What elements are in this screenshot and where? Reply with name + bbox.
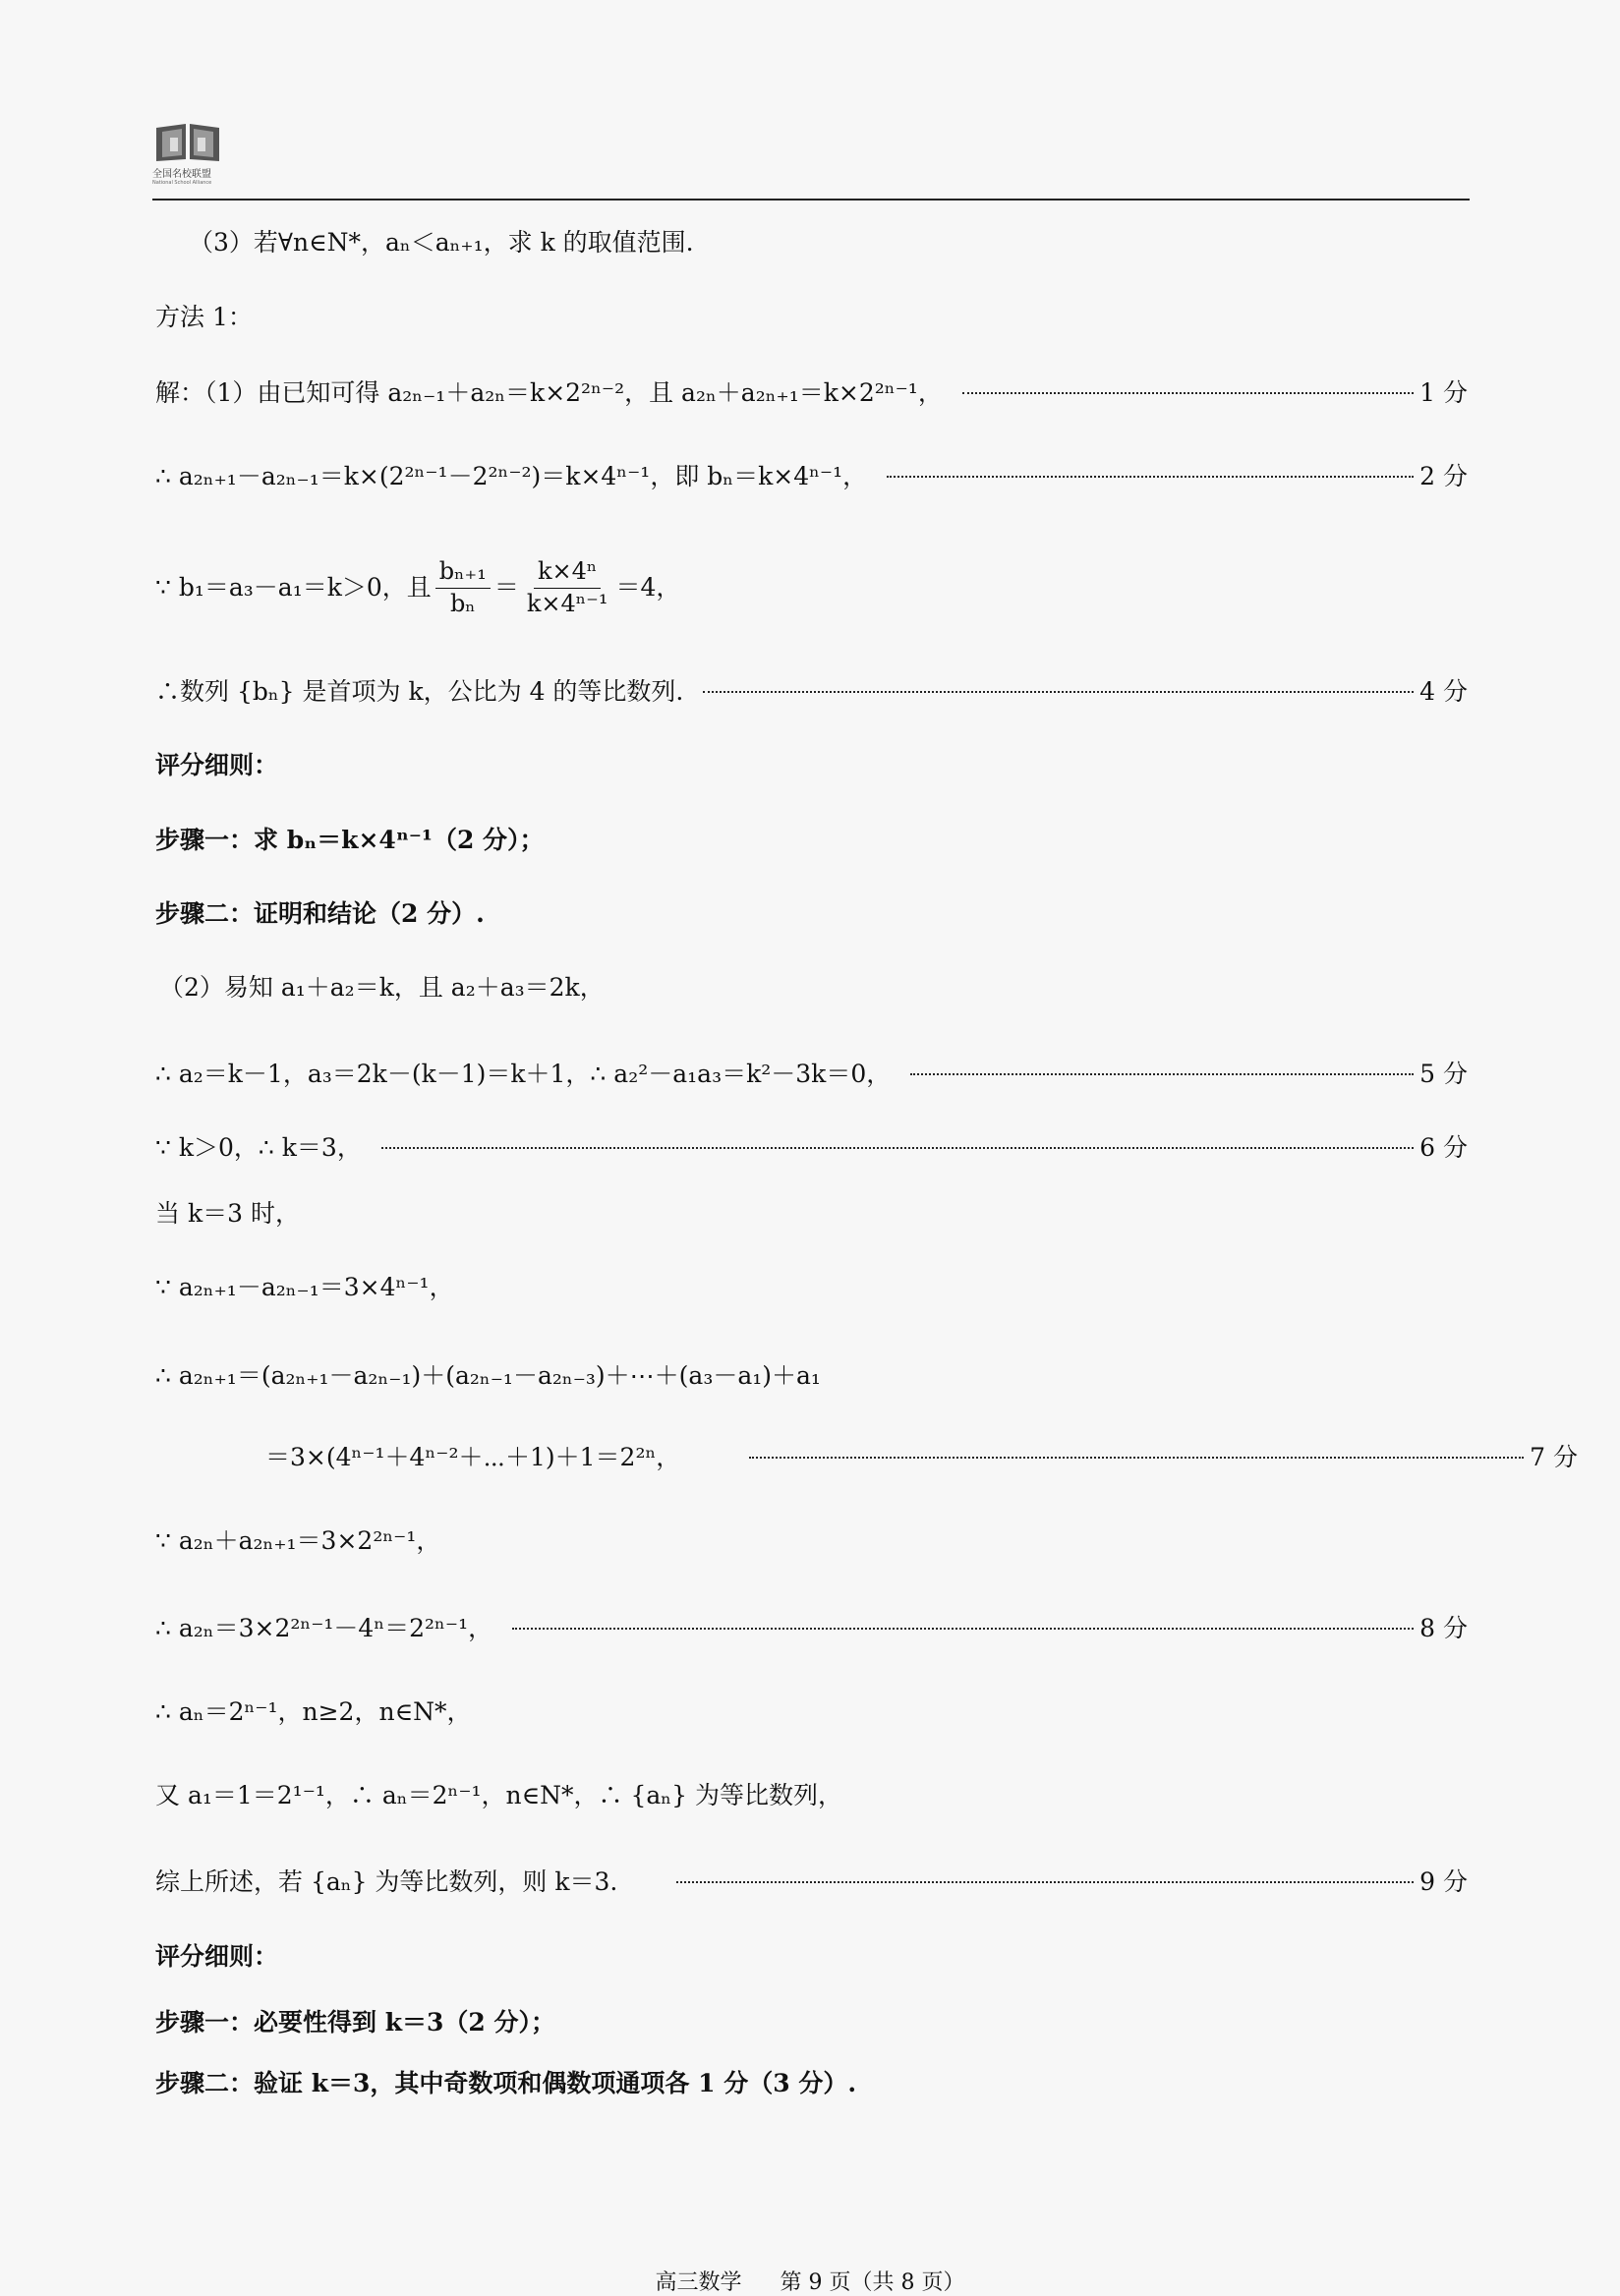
case-text: 当 k＝3 时，: [155, 1199, 300, 1228]
dot-leader: [703, 691, 1414, 693]
dot-leader: [887, 476, 1414, 478]
score-mark: 9 分: [1419, 1867, 1468, 1896]
grading-step-text: 步骤二：证明和结论（2 分）.: [155, 899, 485, 928]
solution-line: [155, 378, 1468, 408]
score-mark: 1 分: [1419, 378, 1468, 407]
grading-step-2: [155, 2069, 1468, 2098]
dot-leader: [749, 1457, 1524, 1459]
score-mark: 4 分: [1419, 677, 1468, 706]
score-mark: 2 分: [1419, 462, 1468, 490]
score-mark: 7 分: [1530, 1443, 1578, 1471]
logo-text: 全国名校联盟: [152, 169, 211, 180]
score-mark: 6 分: [1419, 1133, 1468, 1162]
derivation-line: [155, 1133, 1468, 1163]
footer-page-number: 第 9 页（共 8 页）: [780, 2270, 965, 2295]
score-mark: 5 分: [1419, 1060, 1468, 1088]
grading-heading: [155, 1942, 1468, 1972]
school-alliance-logo: [152, 120, 231, 186]
derivation-line: [265, 1443, 1578, 1472]
derivation-line: [155, 1781, 1468, 1810]
conclusion-line: [155, 677, 1468, 707]
derivation-line: [155, 1060, 1468, 1089]
grading-heading-text: 评分细则：: [155, 1942, 279, 1971]
derivation-line: [155, 1697, 1468, 1727]
dot-leader: [512, 1628, 1414, 1630]
summary-line: [155, 1867, 1468, 1897]
grading-step-text: 步骤一：求 bₙ＝k×4ⁿ⁻¹（2 分）；: [155, 826, 545, 854]
case-line: [155, 1199, 1468, 1229]
fraction-denominator: bₙ: [449, 589, 476, 617]
grading-step-1: [155, 826, 1468, 855]
ratio-text-start: ∵ b₁＝a₃－a₁＝k＞0，且: [155, 573, 432, 603]
equals-sign: ＝: [493, 573, 519, 603]
summary-text: 综上所述，若 {aₙ} 为等比数列，则 k＝3.: [155, 1867, 618, 1896]
question-3-text: （3）若∀n∈N*，aₙ＜aₙ₊₁，求 k 的取值范围.: [189, 228, 694, 257]
grading-step-2: [155, 899, 1468, 929]
question-3: [189, 228, 1501, 258]
derivation-line: [155, 1273, 1468, 1302]
open-book-icon: [152, 120, 223, 163]
derivation-text: ∴ a₂ₙ＝3×2²ⁿ⁻¹－4ⁿ＝2²ⁿ⁻¹，: [155, 1614, 493, 1642]
grading-heading-text: 评分细则：: [155, 751, 279, 779]
derivation-text: ＝3×(4ⁿ⁻¹＋4ⁿ⁻²＋⋯＋1)＋1＝2²ⁿ，: [265, 1443, 681, 1471]
derivation-text: ∵ k＞0，∴ k＝3，: [155, 1133, 362, 1162]
grading-step-text: 步骤一：必要性得到 k＝3（2 分）；: [155, 2008, 556, 2037]
dot-leader: [676, 1881, 1414, 1883]
fraction-numerator: k×4ⁿ: [534, 558, 601, 589]
method-label: [155, 303, 1468, 332]
grading-step-text: 步骤二：验证 k＝3，其中奇数项和偶数项通项各 1 分（3 分）.: [155, 2069, 857, 2097]
derivation-line: [155, 1361, 1468, 1391]
dot-leader: [381, 1147, 1414, 1149]
conclusion-text: ∴数列 {bₙ} 是首项为 k，公比为 4 的等比数列.: [155, 677, 684, 706]
derivation-text: ∴ a₂ₙ₊₁－a₂ₙ₋₁＝k×(2²ⁿ⁻¹－2²ⁿ⁻²)＝k×4ⁿ⁻¹，即 bₙ＝k×4ⁿ⁻¹，: [155, 462, 868, 490]
derivation-text: ∴ aₙ＝2ⁿ⁻¹，n≥2，n∈N*，: [155, 1697, 472, 1726]
derivation-text: ∴ a₂ₙ₊₁＝(a₂ₙ₊₁－a₂ₙ₋₁)＋(a₂ₙ₋₁－a₂ₙ₋₃)＋⋯＋(a₃－a₁)＋a₁: [155, 1361, 821, 1390]
dot-leader: [962, 392, 1414, 394]
header-rule: [152, 199, 1470, 201]
derivation-text: 又 a₁＝1＝2¹⁻¹，∴ aₙ＝2ⁿ⁻¹，n∈N*，∴ {aₙ} 为等比数列，: [155, 1781, 842, 1809]
page-footer: [0, 2266, 1620, 2296]
grading-heading: [155, 751, 1468, 780]
ratio-text-end: ＝4，: [615, 573, 681, 603]
derivation-text: ∵ a₂ₙ＋a₂ₙ₊₁＝3×2²ⁿ⁻¹，: [155, 1526, 441, 1555]
derivation-text: ∴ a₂＝k－1，a₃＝2k－(k－1)＝k＋1，∴ a₂²－a₁a₃＝k²－3k＝0，: [155, 1060, 892, 1088]
grading-step-1: [155, 2008, 1468, 2038]
score-mark: 8 分: [1419, 1614, 1468, 1642]
derivation-line: [155, 1526, 1468, 1556]
footer-subject: 高三数学: [655, 2270, 742, 2295]
fraction-numerator: bₙ₊₁: [435, 558, 491, 589]
derivation-text: ∵ a₂ₙ₊₁－a₂ₙ₋₁＝3×4ⁿ⁻¹，: [155, 1273, 454, 1301]
ratio-line: [155, 558, 1468, 617]
derivation-line: [155, 462, 1468, 491]
method-label-text: 方法 1：: [155, 303, 253, 331]
dot-leader: [910, 1073, 1414, 1075]
solution-text: 解：（1）由已知可得 a₂ₙ₋₁＋a₂ₙ＝k×2²ⁿ⁻²，且 a₂ₙ＋a₂ₙ₊₁＝k×2²ⁿ⁻¹，: [155, 378, 943, 407]
fraction-denominator: k×4ⁿ⁻¹: [526, 589, 608, 617]
part-2-line: [159, 973, 1472, 1003]
ratio-fraction: [435, 558, 491, 617]
derivation-line: [155, 1614, 1468, 1643]
part-2-text: （2）易知 a₁＋a₂＝k，且 a₂＋a₃＝2k，: [159, 973, 605, 1002]
ratio-fraction-2: [523, 558, 612, 617]
logo-subtext: National School Alliance: [152, 180, 212, 186]
